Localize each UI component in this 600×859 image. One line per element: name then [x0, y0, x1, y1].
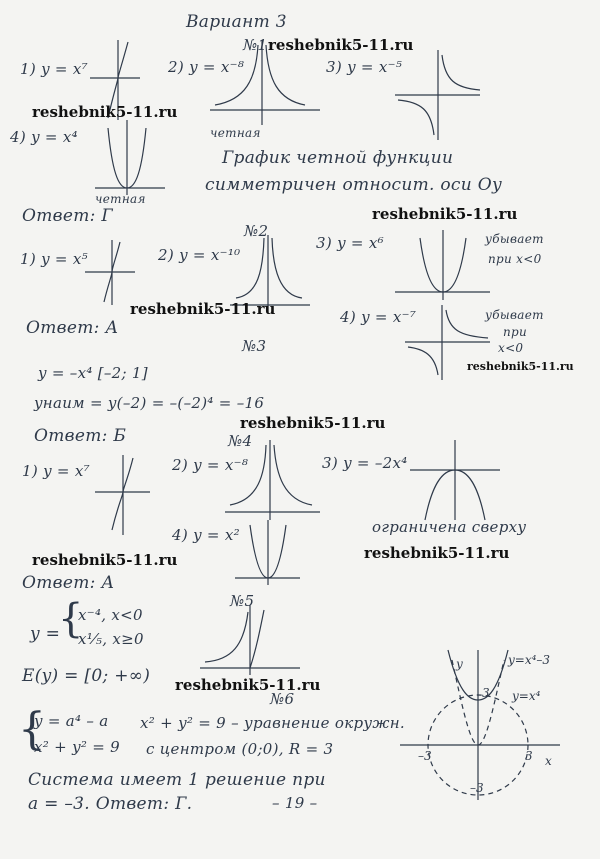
task6-sys-top: y = a⁴ – a: [34, 712, 109, 730]
task4-item-1: 1) y = x⁷: [22, 462, 90, 480]
task1-item-1: 1) y = x⁷: [20, 60, 88, 78]
svg-text:x: x: [545, 754, 552, 768]
watermark: reshebnik5-11.ru: [467, 360, 574, 373]
graph-x6: [395, 230, 490, 300]
page-number: – 19 –: [272, 794, 318, 812]
graph-x5: [85, 240, 135, 305]
task1-answer: Ответ: Г: [22, 206, 113, 226]
task5-y-eq: y =: [30, 624, 61, 644]
task4-item-3: 3) y = –2x⁴: [322, 454, 408, 472]
section-label-2: №2: [244, 222, 269, 240]
task4-answer: Ответ: А: [22, 573, 115, 593]
task6-brace: {: [18, 704, 47, 755]
svg-text:y: y: [456, 657, 463, 671]
task1-note-line2: симметричен относит. оси Oy: [205, 175, 502, 195]
graph-x4: [95, 120, 165, 195]
graph-piecewise: [200, 605, 300, 675]
task6-line4: a = –3. Ответ: Г.: [28, 794, 193, 814]
task2-item-1: 1) y = x⁵: [20, 250, 88, 268]
task2-note-c: убывает: [485, 308, 544, 322]
task1-item-2: 2) y = x⁻⁸: [168, 58, 245, 76]
watermark: reshebnik5-11.ru: [372, 205, 518, 223]
graph-x2: [235, 520, 300, 585]
variant-title: Вариант 3: [186, 12, 287, 32]
watermark: reshebnik5-11.ru: [175, 676, 321, 694]
svg-text:y=x⁴–3: y=x⁴–3: [508, 653, 551, 667]
task2-item-3: 3) y = x⁶: [316, 234, 384, 252]
task5-brace: {: [58, 596, 84, 642]
task2-item-2: 2) y = x⁻¹⁰: [158, 246, 241, 264]
graph-x-5: [395, 50, 480, 140]
task6-line2: с центром (0;0), R = 3: [146, 740, 334, 758]
graph-circle-system: [400, 650, 560, 800]
watermark: reshebnik5-11.ru: [268, 36, 414, 54]
section-label-3: №3: [242, 337, 267, 355]
task6-sys-bottom: x² + y² = 9: [34, 738, 121, 756]
task1-item-4: 4) y = x⁴: [10, 128, 78, 146]
task2-item-4: 4) y = x⁻⁷: [340, 308, 417, 326]
watermark: reshebnik5-11.ru: [240, 414, 386, 432]
watermark: reshebnik5-11.ru: [32, 103, 178, 121]
task6-line1: x² + y² = 9 – уравнение окружн.: [140, 714, 405, 732]
graph-x7-4: [95, 455, 150, 535]
task5-brace-bottom: x¹⁄₅, x≥0: [78, 630, 144, 648]
task4-note: ограничена сверху: [372, 518, 527, 536]
task5-brace-top: x⁻⁴, x<0: [78, 606, 143, 624]
task4-item-2: 2) y = x⁻⁸: [172, 456, 249, 474]
task5-range: E(y) = [0; +∞): [22, 666, 151, 686]
svg-text:–3: –3: [418, 749, 432, 763]
task2-note-b: при x<0: [488, 252, 542, 266]
task2-note-d: при: [503, 325, 528, 339]
task4-item-4: 4) y = x²: [172, 526, 240, 544]
watermark: reshebnik5-11.ru: [130, 300, 276, 318]
task1-note-line1: График четной функции: [222, 148, 454, 168]
task2-answer: Ответ: А: [26, 318, 119, 338]
task3-line1: y = –x⁴ [–2; 1]: [38, 364, 148, 382]
task1-even-label-1: четная: [210, 126, 261, 140]
task1-even-label-2: четная: [95, 192, 146, 206]
task2-note-a: убывает: [485, 232, 544, 246]
svg-text:–3: –3: [470, 781, 484, 795]
svg-text:3: 3: [482, 686, 490, 700]
task3-line2: yнаим = y(–2) = –(–2)⁴ = –16: [34, 394, 265, 412]
section-label-6: №6: [270, 690, 295, 708]
task1-item-3: 3) y = x⁻⁵: [326, 58, 403, 76]
watermark: reshebnik5-11.ru: [364, 544, 510, 562]
svg-text:3: 3: [525, 749, 533, 763]
task6-line3: Система имеет 1 решение при: [28, 770, 326, 790]
section-label-1: №1: [243, 36, 268, 54]
task2-note-e: x<0: [498, 341, 524, 355]
section-label-5: №5: [230, 592, 255, 610]
graph-neg2x4: [410, 440, 500, 520]
watermark: reshebnik5-11.ru: [32, 551, 178, 569]
svg-text:y=x⁴: y=x⁴: [512, 689, 541, 703]
section-label-4: №4: [228, 432, 253, 450]
graph-x-8-4: [225, 440, 320, 520]
task3-answer: Ответ: Б: [34, 426, 127, 446]
